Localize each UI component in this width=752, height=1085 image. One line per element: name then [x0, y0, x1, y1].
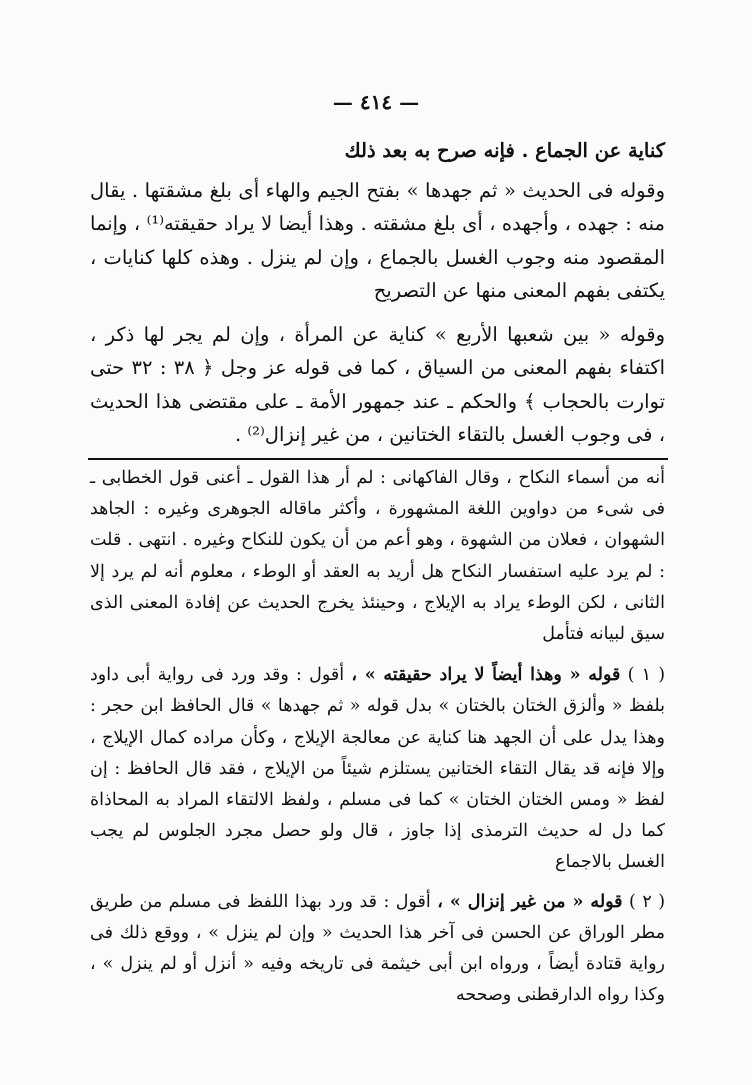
footnote-2-lead: قوله « من غير إنزال » ،: [437, 891, 623, 912]
footnote-2-marker: ( ٢ ): [629, 891, 666, 912]
footnote-1: [90, 660, 665, 878]
main-paragraph-1: كناية عن الجماع . فإنه صرح به بعد ذلك: [344, 139, 665, 162]
page-number: — ٤١٤ —: [332, 90, 420, 114]
footnote-2: [90, 887, 665, 1012]
main-text: [90, 134, 665, 462]
footnote-continuation: أنه من أسماء النكاح ، وقال الفاكهانى : لم أر هذا القول ـ أعنى قول الخطابى ـ فى شىء من دواوين اللغة المشهورة ، وأكثر ماقاله الجوهرى وغيره : الجاهد الشهوان ، فعلان من الشهوة ، وهو أعم من أن يكون للنكاح وغيره . انتهى . قلت : لم يرد عليه استفسار النكاح هل أريد به العقد أو الوطء ، معلوم أنه لم يرد إلا الثانى ، لكن الوطء يراد به الإيلاج ، وحينئذ يخرج الحديث عن إفادة المعنى الذى سيق لبيانه فتأمل: [90, 468, 665, 645]
footnote-1-lead: قوله « وهذا أيضاً لا يراد حقيقته » ،: [351, 665, 621, 686]
main-paragraph-3: وقوله « بين شعبها الأربع » كناية عن المرأة ، وإن لم يجر لها ذكر ، اكتفاء بفهم المعنى من السياق ، كما فى قوله عز وجل ﴿ ٣٨ : ٣٢ حتى توارت بالحجاب ﴾ والحكم ـ عند جمهور الأمة ـ على مقتضى هذا الحديث ، فى وجوب الغسل بالتقاء الختانين ، من غير إنزال⁽²⁾ .: [90, 322, 666, 446]
footnote-1-marker: ( ١ ): [627, 665, 666, 686]
main-paragraph-2: وقوله فى الحديث « ثم جهدها » بفتح الجيم والهاء أى بلغ مشقتها . يقال منه : جهده ، وأجهده ، أى بلغ مشقته . وهذا أيضا لا يراد حقيقته⁽¹⁾ ، وإنما المقصود منه وجوب الغسل بالجماع ، وإن لم ينزل . وهذه كلها كنايات ، يكتفى بفهم المعنى منها عن التصريح: [90, 178, 665, 302]
footnotes: [90, 463, 665, 1019]
footnote-divider: [88, 458, 668, 460]
footnote-2-text: أقول : قد ورد بهذا اللفظ فى مسلم من طريق مطر الوراق عن الحسن فى آخر هذا الحديث « وإن لم ينزل » ، ووقع ذلك فى رواية قتادة أيضاً ، ورواه ابن أبى خيثمة فى تاريخه وفيه « أنزل أو لم ينزل » ، وكذا رواه الدارقطنى وصححه: [90, 891, 665, 1006]
footnote-1-text: أقول : وقد ورد فى رواية أبى داود بلفظ « وألزق الختان بالختان » بدل قوله « ثم جهدها » قال الحافظ ابن حجر : وهذا يدل على أن الجهد هنا كناية عن معالجة الإيلاج ، وكأن مراده كمال الإيلاج ، وإلا فإنه قد يقال التقاء الختانين يستلزم شيئاً من الإيلاج ، فقد قال الحافظ : إن لفظ « ومس الختان الختان » كما فى مسلم ، ولفظ الالتقاء المراد به المحاذاة كما دل له حديث الترمذى إذا جاوز ، قال ولو حصل مجرد الجلوس لم يجب الغسل بالاجماع: [90, 665, 665, 873]
